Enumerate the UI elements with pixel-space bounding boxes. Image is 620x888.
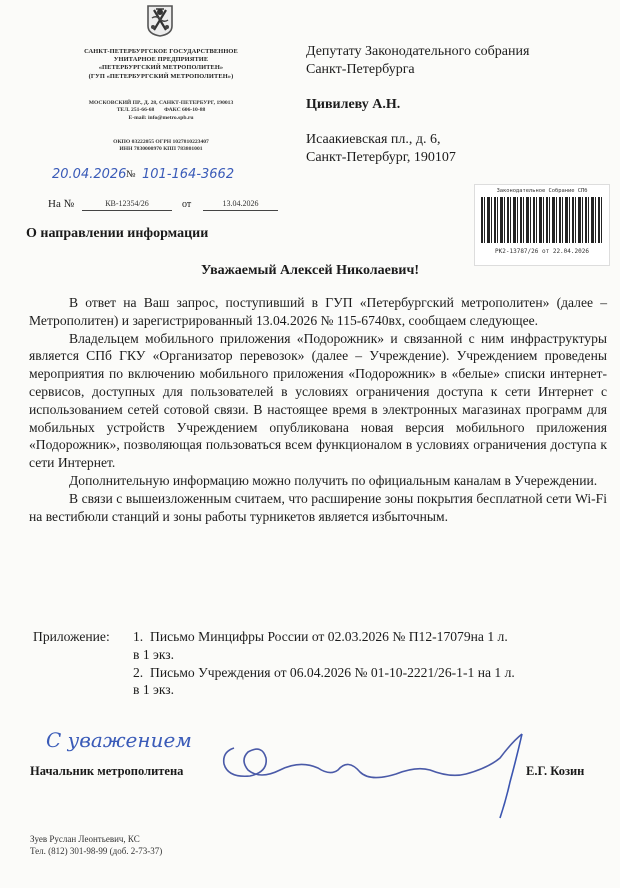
outgoing-number-row bbox=[52, 166, 280, 186]
letter-body bbox=[29, 294, 607, 525]
body-paragraph: В ответ на Ваш запрос, поступивший в ГУП «Петербургский метрополитен» (далее – Метрополитен) и зарегистрированный 13.04.2026 № 115-6740вх, сообщаем следующее. bbox=[29, 295, 607, 328]
recipient-block bbox=[306, 43, 606, 167]
recipient-title: Санкт-Петербурга bbox=[306, 62, 415, 77]
body-paragraph: В связи с вышеизложенным считаем, что расширение зоны покрытия бесплатной сети Wi-Fi на вестибюли станций и зоны работы турникетов является избыточным. bbox=[29, 490, 607, 524]
ref-label: На № bbox=[48, 198, 75, 210]
attachment-item bbox=[133, 628, 607, 664]
subject: О направлении информации bbox=[26, 226, 209, 241]
attachment-text: Письмо Учреждения от 06.04.2026 № 01-10-2221/26-1-1 на 1 л. bbox=[150, 664, 515, 680]
attachments-list bbox=[133, 628, 607, 699]
org-line: САНКТ-ПЕТЕРБУРГСКОЕ ГОСУДАРСТВЕННОЕ bbox=[84, 48, 238, 55]
signer-position: Начальник метрополитена bbox=[30, 764, 184, 778]
letterhead-org bbox=[30, 48, 292, 81]
closing-handwritten: С уважением bbox=[46, 728, 192, 752]
executor-block bbox=[30, 833, 162, 857]
attachment-num: 1. bbox=[133, 629, 144, 644]
ref-from-label: от bbox=[182, 199, 192, 210]
signature bbox=[220, 730, 560, 820]
coat-of-arms-emblem bbox=[146, 4, 174, 37]
org-address: МОСКОВСКИЙ ПР., Д. 28, САНКТ-ПЕТЕРБУРГ, 190013 bbox=[88, 100, 234, 106]
recipient-title: Депутату Законодательного собрания bbox=[306, 44, 530, 59]
org-phones bbox=[30, 107, 292, 114]
executor-phone: Тел. (812) 301-98-99 (доб. 2-73-37) bbox=[30, 846, 163, 856]
ref-number-field: КВ-12354/26 bbox=[82, 198, 172, 211]
barcode bbox=[481, 197, 603, 243]
letterhead-contacts bbox=[30, 100, 292, 122]
salutation: Уважаемый Алексей Николаевич! bbox=[200, 263, 420, 278]
recipient-address: Санкт-Петербург, 190107 bbox=[306, 150, 456, 165]
attachments-label: Приложение: bbox=[33, 629, 110, 644]
attachment-num: 2. bbox=[133, 664, 144, 680]
outgoing-number-label: № bbox=[126, 169, 136, 180]
attachment-copies: в 1 экз. bbox=[133, 646, 175, 662]
org-line: УНИТАРНОЕ ПРЕДПРИЯТИЕ bbox=[113, 56, 209, 64]
outgoing-number: 101-164-3662 bbox=[142, 167, 235, 182]
org-fax: ФАКС 606-10-88 bbox=[164, 107, 206, 114]
body-paragraph: Владельцем мобильного приложения «Подорожник» и связанной с ним инфраструктуры является СПб ГКУ «Организатор перевозок» (далее – Учреждение). Учреждением проведены мероприятия по включению мобильного приложения «Подорожник» в «белые» списки интернет-сервисов, доступных для пользователей в условиях ограничения доступа к сети Интернет с использованием сетей сотовой связи. В настоящее время в электронных магазинах программ для мобильных устройств Учреждением опубликована новая версия мобильного приложения «Подорожник», позволяющая пользоваться всем функционалом в условиях ограничения доступа к сети Интернет. bbox=[29, 330, 607, 471]
recipient-name: Цивилеву А.Н. bbox=[306, 97, 401, 112]
reference-row bbox=[48, 198, 288, 214]
outgoing-date: 20.04.2026 bbox=[52, 167, 127, 182]
attachment-copies: в 1 экз. bbox=[133, 682, 175, 698]
stamp-reg-number: РК2-13787/26 от 22.04.2026 bbox=[495, 248, 589, 255]
attachment-item bbox=[133, 664, 607, 700]
ref-date-field: 13.04.2026 bbox=[203, 198, 278, 211]
org-line: «ПЕТЕРБУРГСКИЙ МЕТРОПОЛИТЕН» bbox=[98, 64, 224, 72]
org-codes: ИНН 7830000970 КПП 783801001 bbox=[119, 146, 203, 153]
letterhead-codes bbox=[30, 139, 292, 154]
org-email: E-mail: info@metro.spb.ru bbox=[128, 114, 194, 121]
org-codes: ОКПО 03222055 ОГРН 1027810223407 bbox=[113, 139, 209, 145]
org-phone: ТЕЛ. 251-66-68 bbox=[116, 107, 155, 114]
body-paragraph: Дополнительную информацию можно получить по официальным каналам в Учереждении. bbox=[69, 472, 598, 488]
recipient-address: Исаакиевская пл., д. 6, bbox=[306, 132, 441, 147]
stamp-header: Законодательное Собрание СПб bbox=[496, 188, 588, 194]
org-line: (ГУП «ПЕТЕРБУРГСКИЙ МЕТРОПОЛИТЕН») bbox=[88, 72, 234, 80]
attachment-text: Письмо Минцифры России от 02.03.2026 № П12-17079на 1 л. bbox=[150, 629, 508, 644]
signer-name: Е.Г. Козин bbox=[526, 764, 585, 778]
registration-stamp bbox=[474, 184, 610, 266]
executor-name: Зуев Руслан Леонтьевич, КС bbox=[30, 834, 140, 844]
